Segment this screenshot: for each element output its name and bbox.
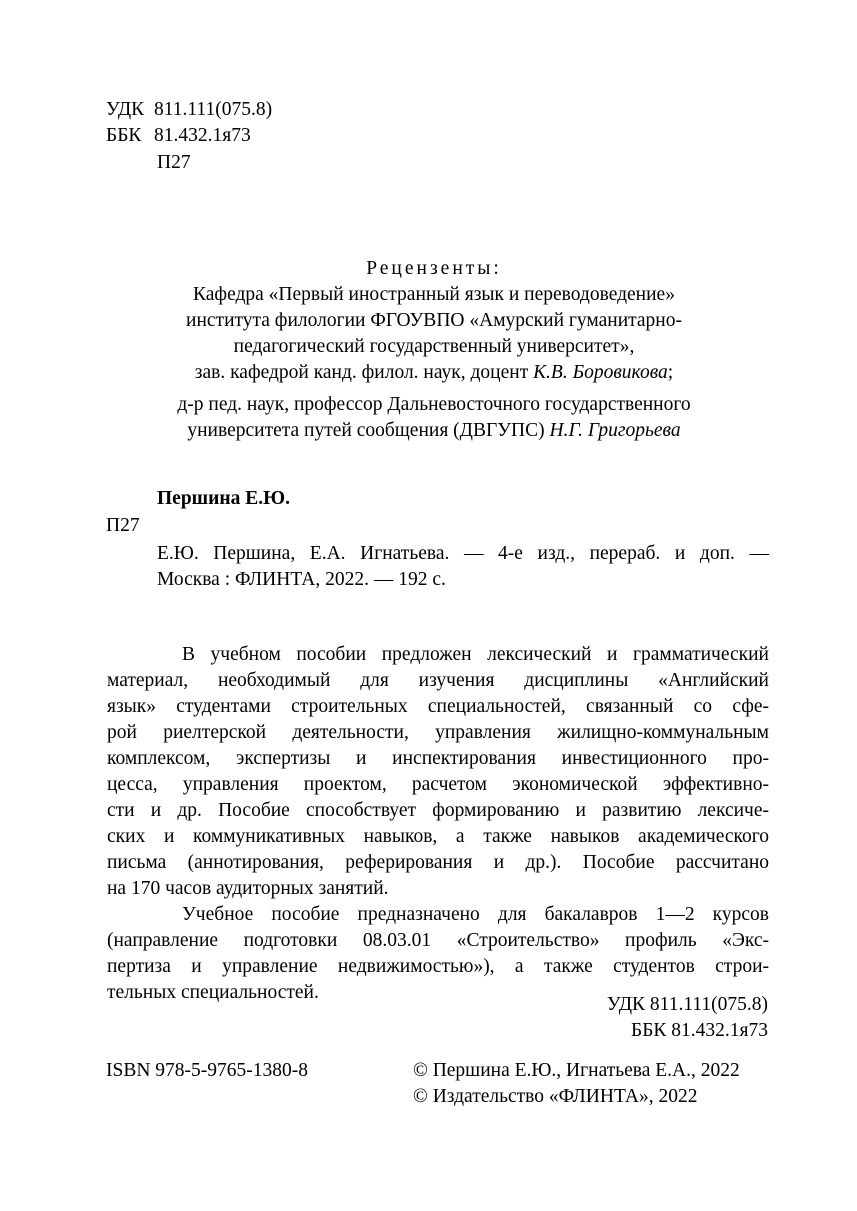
bbk-line (106, 123, 251, 149)
bib-line-2: Москва : ФЛИНТА, 2022. — 192 с. (157, 569, 446, 590)
reviewers-block (100, 256, 768, 444)
udk-line (106, 97, 272, 123)
abstract-line: письма (аннотирования, реферирования и др.). Пособие рассчитано (107, 852, 769, 873)
reviewer-second-line-1: д-р пед. наук, профессор Дальневосточного государственного (177, 394, 691, 415)
reviewer-line-3: педагогический государственный университет», (233, 336, 635, 357)
reviewer-line-2: института филологии ФГОУВПО «Амурский гуманитарно- (186, 310, 682, 331)
abstract-paragraph-1 (107, 642, 769, 902)
abstract-line: на 170 часов аудиторных занятий. (107, 878, 389, 899)
bbk-value: 81.432.1я73 (154, 125, 251, 146)
author-mark-top: П27 (157, 152, 191, 173)
copyright-publisher: © Издательство «ФЛИНТА», 2022 (413, 1086, 698, 1107)
abstract-line: Учебное пособие предназначено для бакалавров 1—2 курсов (182, 904, 769, 925)
author-mark: П27 (106, 515, 140, 536)
reviewer-second-line-2 (100, 418, 768, 444)
footer-udk: УДК 811.111(075.8) (606, 994, 768, 1015)
abstract-line: рой риелтерской деятельности, управления жилищно-коммунальным (107, 722, 769, 743)
abstract-line: сти и др. Пособие способствует формированию и развитию лексиче- (107, 800, 769, 821)
isbn: ISBN 978-5-9765-1380-8 (106, 1060, 309, 1081)
abstract-line: комплексом, экспертизы и инспектирования инвестиционного про- (107, 748, 769, 769)
abstract-line: пертиза и управление недвижимостью»), а также студентов строи- (107, 956, 769, 977)
head-suffix: ; (667, 362, 674, 383)
head-name: К.В. Боровикова (533, 362, 668, 383)
reviewer-line-1: Кафедра «Первый иностранный язык и переводоведение» (193, 284, 675, 305)
bbk-label: ББК (106, 125, 142, 146)
udk-value: 811.111(075.8) (154, 99, 273, 120)
author-heading: Першина Е.Ю. (157, 488, 290, 509)
head-prefix: зав. кафедрой канд. филол. наук, доцент (194, 362, 534, 383)
second-prefix: университета путей сообщения (ДВГУПС) (187, 420, 550, 441)
abstract-line: язык» студентами строительных специальностей, связанный со сфе- (107, 696, 769, 717)
footer-bbk: ББК 81.432.1я73 (631, 1020, 768, 1041)
copyright-authors: © Першина Е.Ю., Игнатьева Е.А., 2022 (413, 1060, 740, 1081)
abstract-line: тельных специальностей. (107, 982, 319, 1003)
abstract-line: материал, необходимый для изучения дисциплины «Английский (107, 670, 769, 691)
footer-classification (607, 992, 768, 1044)
bibliographic-entry (157, 541, 769, 593)
reviewers-heading: Рецензенты: (366, 258, 502, 279)
abstract-line: В учебном пособии предложен лексический и грамматический (182, 644, 769, 665)
abstract-line: ских и коммуникативных навыков, а также навыков академического (107, 826, 769, 847)
second-name: Н.Г. Григорьева (549, 420, 681, 441)
bib-line-1: Е.Ю. Першина, Е.А. Игнатьева. — 4-е изд., перераб. и доп. — (157, 543, 769, 564)
abstract-line: цесса, управления проектом, расчетом экономической эффективно- (107, 774, 769, 795)
reviewer-head-line (100, 360, 768, 386)
abstract-paragraph-2 (107, 902, 769, 1006)
udk-label: УДК (106, 99, 145, 120)
abstract-line: (направление подготовки 08.03.01 «Строительство» профиль «Экс- (107, 930, 769, 951)
